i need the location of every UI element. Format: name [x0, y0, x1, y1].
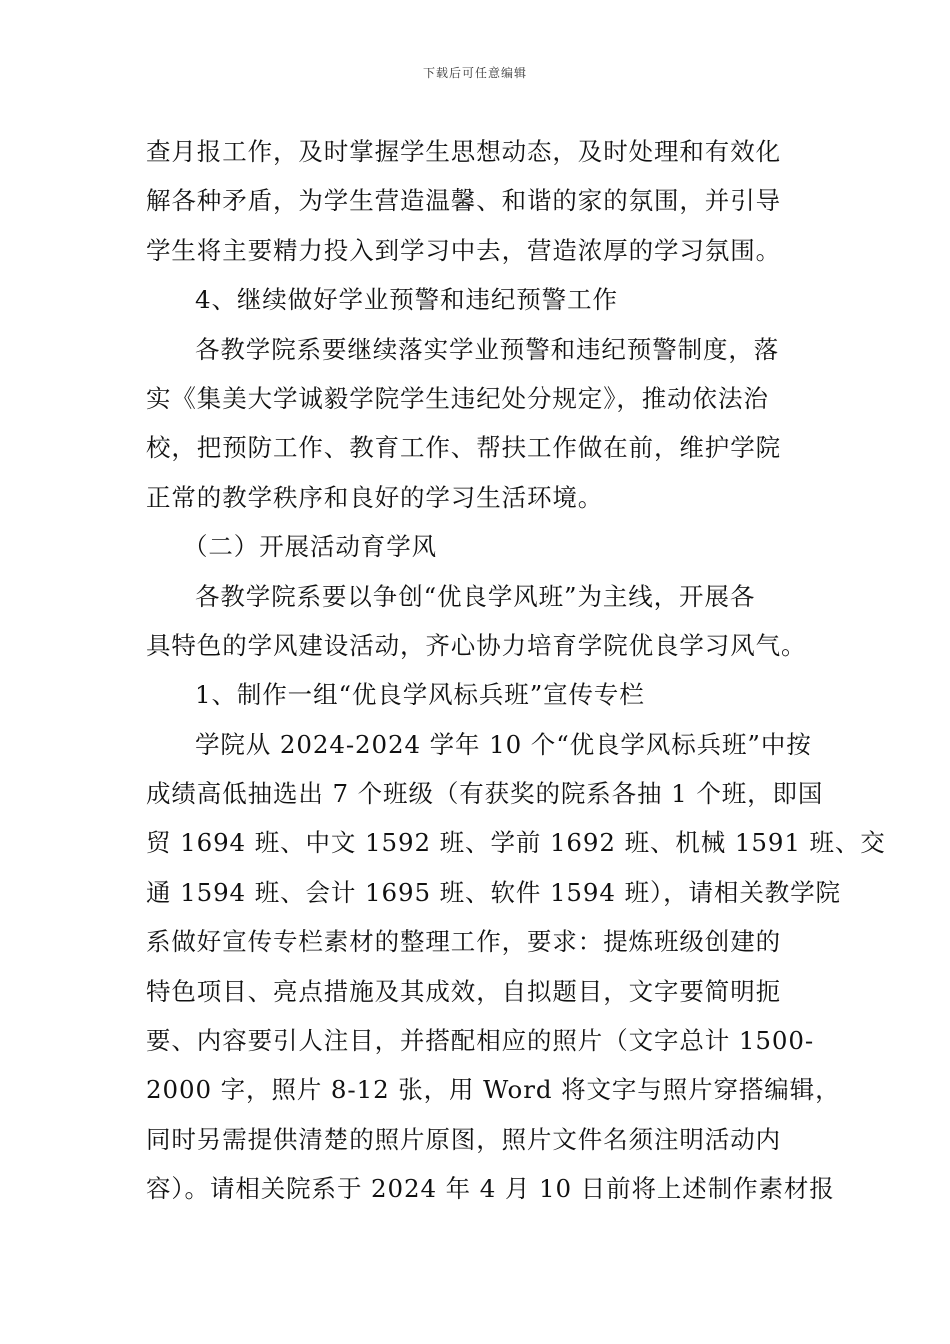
body-line: 具特色的学风建设活动，齐心协力培育学院优良学习风气。	[146, 630, 807, 660]
section-heading: 4、继续做好学业预警和违纪预警工作	[195, 285, 618, 315]
document-body	[146, 127, 886, 1214]
body-line: 校，把预防工作、教育工作、帮扶工作做在前，维护学院	[146, 433, 781, 463]
body-line: 特色项目、亮点措施及其成效，自拟题目，文字要简明扼	[146, 976, 781, 1006]
body-line: 成绩高低抽选出 7 个班级（有获奖的院系各抽 1 个班，即国	[146, 779, 824, 809]
page-header: 下载后可任意编辑	[422, 66, 527, 80]
body-line: 系做好宣传专栏素材的整理工作，要求：提炼班级创建的	[146, 927, 781, 957]
body-line: 要、内容要引人注目，并搭配相应的照片（文字总计 1500-	[146, 1026, 815, 1056]
section-heading: （二）开展活动育学风	[183, 532, 437, 562]
body-line: 学院从 2024-2024 学年 10 个“优良学风标兵班”中按	[195, 729, 812, 759]
body-line: 容）。请相关院系于 2024 年 4 月 10 日前将上述制作素材报	[146, 1174, 835, 1204]
section-heading: 1、制作一组“优良学风标兵班”宣传专栏	[195, 680, 645, 710]
body-line: 解各种矛盾，为学生营造温馨、和谐的家的氛围，并引导	[146, 186, 781, 216]
body-line: 贸 1694 班、中文 1592 班、学前 1692 班、机械 1591 班、交	[146, 828, 886, 858]
body-line: 查月报工作，及时掌握学生思想动态，及时处理和有效化	[146, 137, 781, 166]
body-line: 各教学院系要继续落实学业预警和违纪预警制度，落	[195, 334, 780, 364]
body-line: 2000 字，照片 8-12 张，用 Word 将文字与照片穿搭编辑，	[146, 1075, 841, 1105]
body-line: 正常的教学秩序和良好的学习生活环境。	[146, 482, 604, 512]
body-line: 各教学院系要以争创“优良学风班”为主线，开展各	[195, 581, 756, 611]
body-line: 通 1594 班、会计 1695 班、软件 1594 班），请相关教学院	[146, 877, 841, 907]
body-line: 学生将主要精力投入到学习中去，营造浓厚的学习氛围。	[146, 235, 781, 265]
body-line: 同时另需提供清楚的照片原图，照片文件名须注明活动内	[146, 1124, 781, 1154]
body-line: 实《集美大学诚毅学院学生违纪处分规定》，推动依法治	[146, 383, 769, 413]
